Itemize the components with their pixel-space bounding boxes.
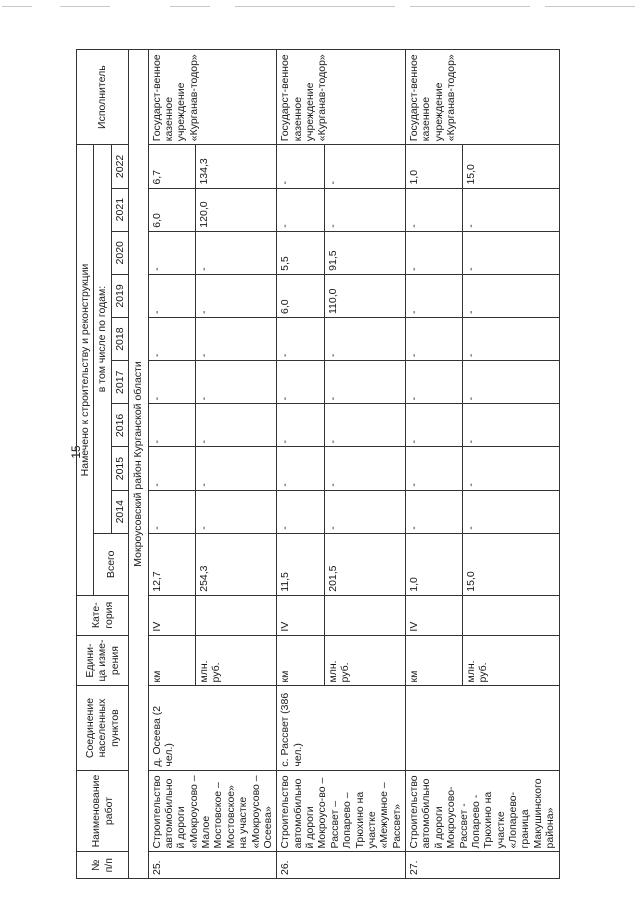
- row-unit: млн. руб.: [195, 635, 276, 686]
- row-year-value: -: [277, 318, 324, 361]
- row-year-value: -: [462, 274, 559, 317]
- table-row: [148, 50, 195, 879]
- row-total: 15,0: [462, 533, 559, 595]
- row-year-value: -: [324, 361, 405, 404]
- header-year: 2020: [111, 231, 128, 274]
- header-name: Наименование работ: [77, 770, 129, 852]
- row-year-value: -: [277, 145, 324, 188]
- scan-edge-line: [170, 6, 210, 7]
- scan-edge-line: [545, 6, 635, 7]
- row-unit: км: [148, 635, 195, 686]
- row-category: [462, 595, 559, 635]
- row-year-value: -: [406, 404, 463, 447]
- row-year-value: -: [462, 361, 559, 404]
- row-year-value: -: [462, 447, 559, 490]
- row-total: 254,3: [195, 533, 276, 595]
- header-category: Кате-гория: [77, 595, 129, 635]
- row-year-value: -: [406, 188, 463, 231]
- row-year-value: -: [324, 318, 405, 361]
- row-year-value: -: [148, 490, 195, 533]
- row-year-value: 6,7: [148, 145, 195, 188]
- row-unit: млн. руб.: [462, 635, 559, 686]
- row-year-value: 110,0: [324, 274, 405, 317]
- row-year-value: -: [406, 490, 463, 533]
- row-category: IV: [277, 595, 324, 635]
- row-executor: Государст-венное казенное учреждение «Курганав-тодор»: [277, 50, 406, 145]
- row-category: [195, 595, 276, 635]
- row-year-value: -: [406, 361, 463, 404]
- page-number: 15: [69, 445, 83, 459]
- row-year-value: -: [277, 447, 324, 490]
- header-executor: Исполнитель: [77, 50, 129, 145]
- row-year-value: 1,0: [406, 145, 463, 188]
- header-year: 2022: [111, 145, 128, 188]
- header-year: 2016: [111, 404, 128, 447]
- row-year-value: 134,3: [195, 145, 276, 188]
- row-year-value: -: [462, 231, 559, 274]
- row-total: 201,5: [324, 533, 405, 595]
- row-year-value: 5,5: [277, 231, 324, 274]
- row-total: 1,0: [406, 533, 463, 595]
- row-year-value: -: [148, 318, 195, 361]
- row-year-value: -: [406, 447, 463, 490]
- row-year-value: -: [195, 231, 276, 274]
- row-year-value: -: [277, 361, 324, 404]
- row-year-value: -: [324, 447, 405, 490]
- row-year-value: -: [324, 188, 405, 231]
- row-name: Строительство автомобильной дороги Мокроусово-Рассвет - Лопарево - Трюхино на участке «Лопарево-граница Макушинского района»: [406, 770, 560, 852]
- row-category: IV: [148, 595, 195, 635]
- row-year-value: -: [195, 490, 276, 533]
- header-planned: Намечено к строительству и реконструкции: [77, 145, 94, 596]
- header-year: 2015: [111, 447, 128, 490]
- row-num: 25.: [148, 852, 277, 879]
- row-year-value: -: [195, 318, 276, 361]
- region-row: Мокроусовский район Курганской области: [129, 50, 148, 879]
- header-by-years: в том числе по годам:: [94, 145, 111, 534]
- rotated-page-content: [76, 49, 560, 879]
- row-year-value: -: [462, 404, 559, 447]
- row-year-value: -: [324, 404, 405, 447]
- row-connection: [406, 686, 560, 770]
- row-name: Строительство автомобильной дороги Мокроусо-во – Рассвет – Лопарево – Трюхино на участке «Межумное – Рассвет»: [277, 770, 406, 852]
- row-year-value: -: [148, 274, 195, 317]
- row-year-value: 91,5: [324, 231, 405, 274]
- row-unit: км: [406, 635, 463, 686]
- row-num: 26.: [277, 852, 406, 879]
- scan-edge-line: [60, 6, 110, 7]
- header-year: 2014: [111, 490, 128, 533]
- row-year-value: -: [148, 231, 195, 274]
- header-year: 2021: [111, 188, 128, 231]
- row-year-value: -: [324, 490, 405, 533]
- row-year-value: -: [406, 231, 463, 274]
- row-total: 11,5: [277, 533, 324, 595]
- row-executor: Государст-венное казенное учреждение «Курганав-тодор»: [148, 50, 277, 145]
- row-year-value: -: [277, 188, 324, 231]
- row-year-value: -: [462, 318, 559, 361]
- header-unit: Едини-ца изме-рения: [77, 635, 129, 686]
- row-year-value: 15,0: [462, 145, 559, 188]
- header-num: № п/п: [77, 852, 129, 879]
- header-year: 2017: [111, 361, 128, 404]
- row-category: [324, 595, 405, 635]
- header-total: Всего: [94, 533, 129, 595]
- row-year-value: -: [195, 447, 276, 490]
- row-connection: д. Осеева (2 чел.): [148, 686, 277, 770]
- row-year-value: -: [462, 188, 559, 231]
- row-year-value: 120,0: [195, 188, 276, 231]
- row-num: 27.: [406, 852, 560, 879]
- row-total: 12,7: [148, 533, 195, 595]
- roads-construction-table: [76, 49, 560, 879]
- table-row: [406, 50, 463, 879]
- row-connection: с. Рассвет (386 чел.): [277, 686, 406, 770]
- row-unit: млн. руб.: [324, 635, 405, 686]
- scan-edge-line: [235, 6, 395, 7]
- row-unit: км: [277, 635, 324, 686]
- row-year-value: 6,0: [277, 274, 324, 317]
- row-year-value: -: [195, 361, 276, 404]
- row-year-value: 6,0: [148, 188, 195, 231]
- row-year-value: -: [195, 274, 276, 317]
- row-year-value: -: [195, 404, 276, 447]
- row-year-value: -: [277, 490, 324, 533]
- row-year-value: -: [462, 490, 559, 533]
- row-category: IV: [406, 595, 463, 635]
- row-year-value: -: [406, 274, 463, 317]
- scan-edge-line: [410, 6, 530, 7]
- row-year-value: -: [148, 447, 195, 490]
- row-name: Строительство автомобильной дороги «Мокроусово – Малое Мостовское – Мостовское» на участке «Мокроусово – Осеева»: [148, 770, 277, 852]
- row-year-value: -: [406, 318, 463, 361]
- row-year-value: -: [148, 404, 195, 447]
- scan-edge-line: [2, 6, 32, 7]
- table-row: [277, 50, 324, 879]
- header-year: 2019: [111, 274, 128, 317]
- row-year-value: -: [324, 145, 405, 188]
- row-executor: Государст-венное казенное учреждение «Курганав-тодор»: [406, 50, 560, 145]
- header-connection: Соединение населенных пунктов: [77, 686, 129, 770]
- header-year: 2018: [111, 318, 128, 361]
- row-year-value: -: [148, 361, 195, 404]
- row-year-value: -: [277, 404, 324, 447]
